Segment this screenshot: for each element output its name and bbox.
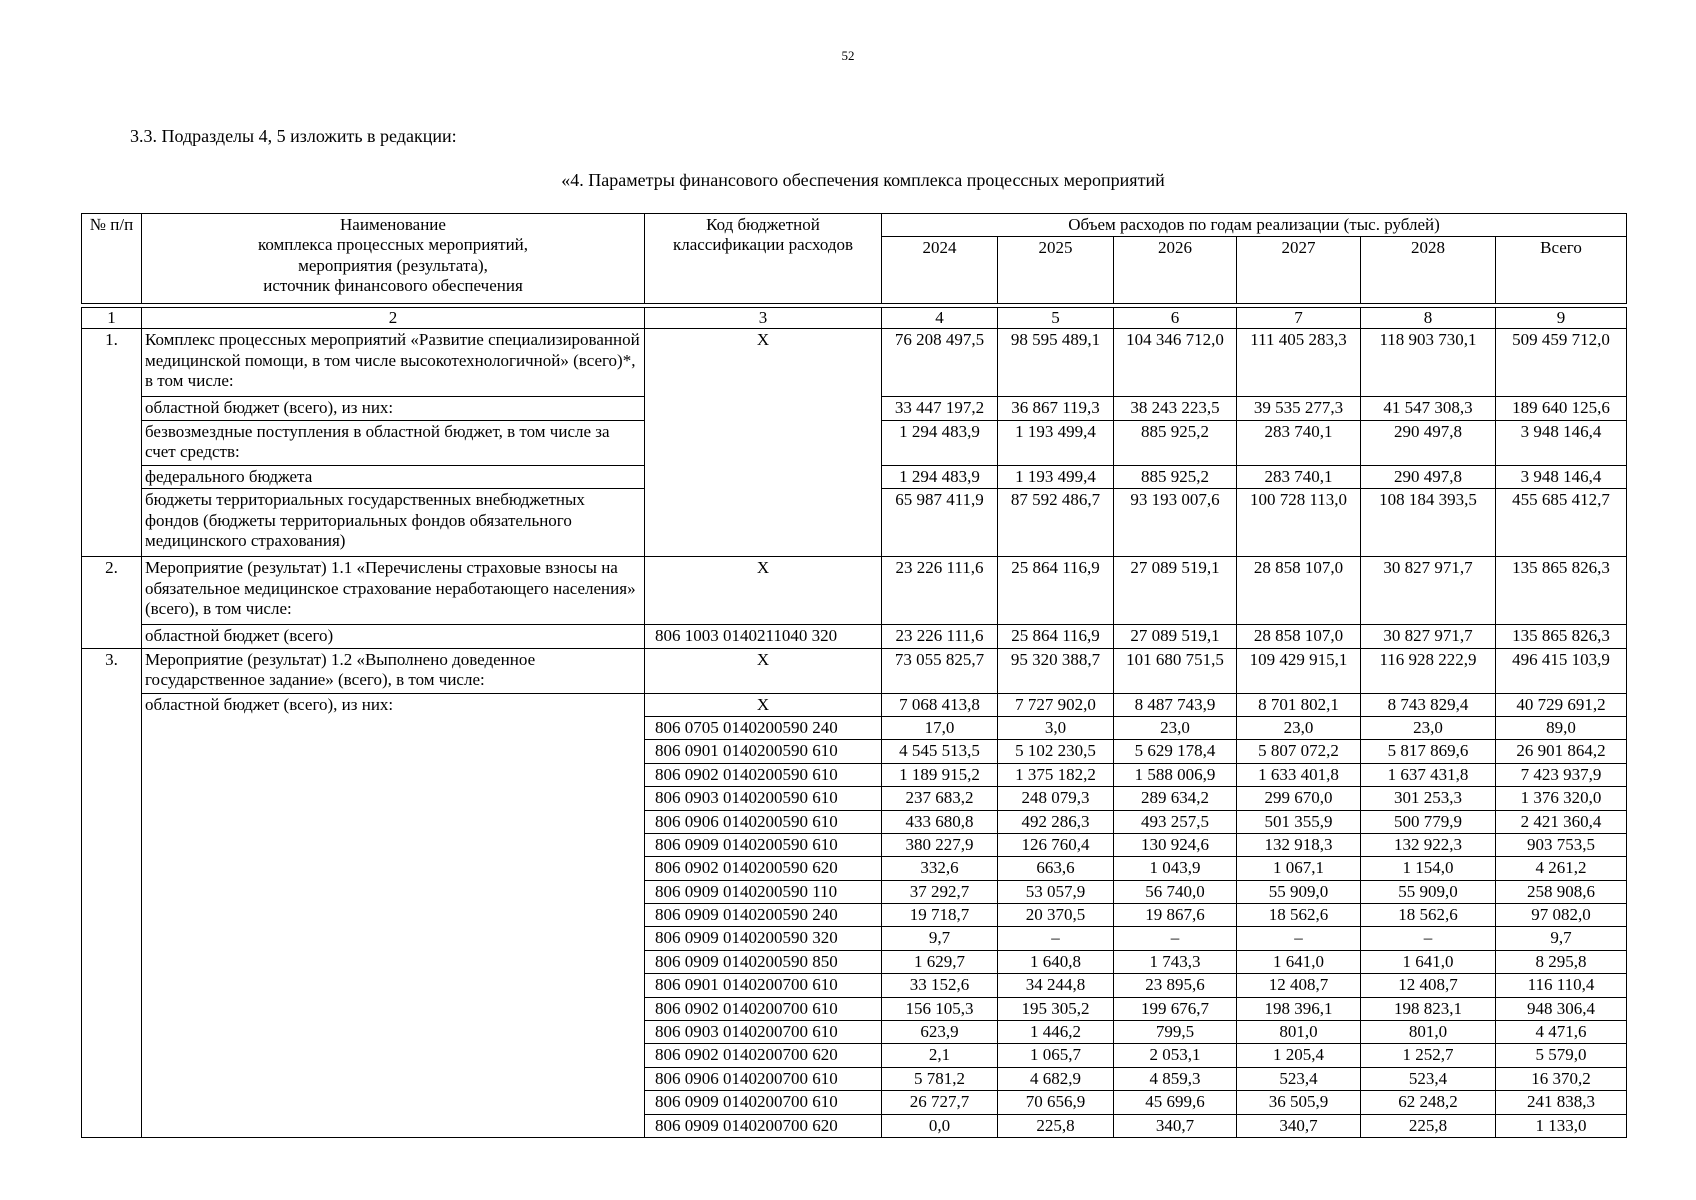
value-cell: 39 535 277,3 (1237, 397, 1361, 420)
value-cell: 4 682,9 (998, 1067, 1114, 1090)
value-cell: 7 423 937,9 (1496, 763, 1627, 786)
value-cell: 9,7 (882, 927, 998, 950)
row-code: 806 0902 0140200700 620 (645, 1044, 882, 1067)
value-cell: 18 562,6 (1237, 904, 1361, 927)
header-code-line: Код бюджетной (706, 215, 820, 234)
value-cell: 23,0 (1114, 716, 1237, 739)
value-cell: 33 152,6 (882, 974, 998, 997)
value-cell: 340,7 (1237, 1114, 1361, 1137)
value-cell: 73 055 825,7 (882, 648, 998, 693)
value-cell: 25 864 116,9 (998, 625, 1114, 648)
row-code: 806 0705 0140200590 240 (645, 716, 882, 739)
value-cell: 1 294 483,9 (882, 465, 998, 488)
value-cell: 3,0 (998, 716, 1114, 739)
value-cell: 1 067,1 (1237, 857, 1361, 880)
header-name (142, 214, 645, 304)
value-cell: 5 817 869,6 (1361, 740, 1496, 763)
value-cell: 1 193 499,4 (998, 465, 1114, 488)
value-cell: 89,0 (1496, 716, 1627, 739)
value-cell: 237 683,2 (882, 787, 998, 810)
row-code: 806 0909 0140200590 850 (645, 950, 882, 973)
value-cell: 225,8 (1361, 1114, 1496, 1137)
value-cell: 55 909,0 (1237, 880, 1361, 903)
row-name: Мероприятие (результат) 1.1 «Перечислены страховые взносы на обязательное медицинское страхование неработающего населения» (всего), в том числе: (142, 557, 645, 625)
value-cell: 1 189 915,2 (882, 763, 998, 786)
value-cell: 1 294 483,9 (882, 420, 998, 465)
value-cell: 258 908,6 (1496, 880, 1627, 903)
value-cell: 27 089 519,1 (1114, 625, 1237, 648)
value-cell: 95 320 388,7 (998, 648, 1114, 693)
value-cell: 948 306,4 (1496, 997, 1627, 1020)
row-name: Комплекс процессных мероприятий «Развитие специализированной медицинской помощи, в том числе высокотехнологичной» (всего)*, в том числе: (142, 329, 645, 397)
header-name-line: Наименование (340, 215, 446, 234)
value-cell: 1 193 499,4 (998, 420, 1114, 465)
row-code: 806 1003 0140211040 320 (645, 625, 882, 648)
value-cell: 37 292,7 (882, 880, 998, 903)
column-index: 7 (1237, 308, 1361, 329)
header-year: 2025 (998, 237, 1114, 304)
row-name: областной бюджет (всего) (142, 625, 645, 648)
value-cell: 38 243 223,5 (1114, 397, 1237, 420)
value-cell: 801,0 (1237, 1021, 1361, 1044)
value-cell: 5 579,0 (1496, 1044, 1627, 1067)
data-table (81, 307, 1627, 1138)
value-cell: 1 205,4 (1237, 1044, 1361, 1067)
value-cell: 799,5 (1114, 1021, 1237, 1044)
table-header-block (81, 213, 1627, 304)
value-cell: 492 286,3 (998, 810, 1114, 833)
value-cell: 100 728 113,0 (1237, 489, 1361, 557)
row-name: безвозмездные поступления в областной бюджет, в том числе за счет средств: (142, 420, 645, 465)
value-cell: 225,8 (998, 1114, 1114, 1137)
value-cell: 97 082,0 (1496, 904, 1627, 927)
value-cell: 118 903 730,1 (1361, 329, 1496, 397)
value-cell: 33 447 197,2 (882, 397, 998, 420)
value-cell: 26 901 864,2 (1496, 740, 1627, 763)
column-index: 6 (1114, 308, 1237, 329)
value-cell: 1 743,3 (1114, 950, 1237, 973)
value-cell: 241 838,3 (1496, 1091, 1627, 1114)
value-cell: 28 858 107,0 (1237, 557, 1361, 625)
value-cell: 36 505,9 (1237, 1091, 1361, 1114)
value-cell: – (1114, 927, 1237, 950)
column-index: 2 (142, 308, 645, 329)
intro-text: 3.3. Подразделы 4, 5 изложить в редакции: (130, 126, 457, 146)
value-cell: 126 760,4 (998, 833, 1114, 856)
value-cell: 28 858 107,0 (1237, 625, 1361, 648)
row-name: Мероприятие (результат) 1.2 «Выполнено доведенное государственное задание» (всего), в том числе: (142, 648, 645, 693)
header-num: № п/п (82, 214, 142, 304)
row-number: 1. (82, 329, 142, 557)
table-row (82, 625, 1627, 648)
value-cell: 455 685 412,7 (1496, 489, 1627, 557)
value-cell: 23 226 111,6 (882, 625, 998, 648)
value-cell: 283 740,1 (1237, 420, 1361, 465)
value-cell: 111 405 283,3 (1237, 329, 1361, 397)
row-code: 806 0909 0140200590 610 (645, 833, 882, 856)
value-cell: – (998, 927, 1114, 950)
value-cell: 493 257,5 (1114, 810, 1237, 833)
column-index: 5 (998, 308, 1114, 329)
value-cell: 23 226 111,6 (882, 557, 998, 625)
header-table (81, 213, 1627, 304)
column-index: 4 (882, 308, 998, 329)
value-cell: 501 355,9 (1237, 810, 1361, 833)
value-cell: 496 415 103,9 (1496, 648, 1627, 693)
value-cell: 299 670,0 (1237, 787, 1361, 810)
value-cell: 523,4 (1237, 1067, 1361, 1090)
value-cell: 1 133,0 (1496, 1114, 1627, 1137)
table-row (82, 329, 1627, 397)
header-name-line: комплекса процессных мероприятий, (257, 235, 529, 255)
column-index-row (82, 308, 1627, 329)
value-cell: 509 459 712,0 (1496, 329, 1627, 397)
value-cell: 156 105,3 (882, 997, 998, 1020)
table-row (82, 693, 1627, 716)
value-cell: 109 429 915,1 (1237, 648, 1361, 693)
row-code: 806 0901 0140200590 610 (645, 740, 882, 763)
header-year: 2028 (1361, 237, 1496, 304)
value-cell: 5 781,2 (882, 1067, 998, 1090)
value-cell: 663,6 (998, 857, 1114, 880)
value-cell: 433 680,8 (882, 810, 998, 833)
value-cell: 34 244,8 (998, 974, 1114, 997)
row-code: 806 0902 0140200590 620 (645, 857, 882, 880)
value-cell: 135 865 826,3 (1496, 557, 1627, 625)
value-cell: 8 295,8 (1496, 950, 1627, 973)
value-cell: 380 227,9 (882, 833, 998, 856)
value-cell: 40 729 691,2 (1496, 693, 1627, 716)
value-cell: 65 987 411,9 (882, 489, 998, 557)
value-cell: 0,0 (882, 1114, 998, 1137)
value-cell: 132 918,3 (1237, 833, 1361, 856)
value-cell: 36 867 119,3 (998, 397, 1114, 420)
value-cell: 12 408,7 (1237, 974, 1361, 997)
row-name: федерального бюджета (142, 465, 645, 488)
value-cell: 9,7 (1496, 927, 1627, 950)
value-cell: 189 640 125,6 (1496, 397, 1627, 420)
value-cell: 290 497,8 (1361, 420, 1496, 465)
value-cell: 1 446,2 (998, 1021, 1114, 1044)
value-cell: 93 193 007,6 (1114, 489, 1237, 557)
value-cell: 4 859,3 (1114, 1067, 1237, 1090)
value-cell: 87 592 486,7 (998, 489, 1114, 557)
header-year: 2024 (882, 237, 998, 304)
value-cell: 1 252,7 (1361, 1044, 1496, 1067)
value-cell: 1 588 006,9 (1114, 763, 1237, 786)
row-code: 806 0903 0140200590 610 (645, 787, 882, 810)
value-cell: 198 823,1 (1361, 997, 1496, 1020)
column-index: 8 (1361, 308, 1496, 329)
value-cell: 53 057,9 (998, 880, 1114, 903)
header-year: 2026 (1114, 237, 1237, 304)
header-name-line: мероприятия (результата), (298, 255, 488, 275)
value-cell: 56 740,0 (1114, 880, 1237, 903)
value-cell: 903 753,5 (1496, 833, 1627, 856)
row-code: 806 0903 0140200700 610 (645, 1021, 882, 1044)
row-name: областной бюджет (всего), из них: (142, 397, 645, 420)
row-name: бюджеты территориальных государственных внебюджетных фондов (бюджеты территориальных фондов обязательного медицинского страхования) (142, 489, 645, 557)
value-cell: 23,0 (1361, 716, 1496, 739)
value-cell: 801,0 (1361, 1021, 1496, 1044)
value-cell: 5 102 230,5 (998, 740, 1114, 763)
value-cell: 116 928 222,9 (1361, 648, 1496, 693)
value-cell: 26 727,7 (882, 1091, 998, 1114)
row-code: 806 0906 0140200590 610 (645, 810, 882, 833)
value-cell: 1 633 401,8 (1237, 763, 1361, 786)
row-code: X (645, 648, 882, 693)
value-cell: 523,4 (1361, 1067, 1496, 1090)
value-cell: 1 629,7 (882, 950, 998, 973)
row-code: 806 0909 0140200590 110 (645, 880, 882, 903)
value-cell: 5 629 178,4 (1114, 740, 1237, 763)
value-cell: 20 370,5 (998, 904, 1114, 927)
value-cell: 1 375 182,2 (998, 763, 1114, 786)
value-cell: 104 346 712,0 (1114, 329, 1237, 397)
value-cell: 2 053,1 (1114, 1044, 1237, 1067)
value-cell: 98 595 489,1 (998, 329, 1114, 397)
value-cell: 885 925,2 (1114, 465, 1237, 488)
value-cell: 885 925,2 (1114, 420, 1237, 465)
value-cell: 1 043,9 (1114, 857, 1237, 880)
row-number: 2. (82, 557, 142, 648)
row-code: 806 0909 0140200590 240 (645, 904, 882, 927)
value-cell: 8 743 829,4 (1361, 693, 1496, 716)
value-cell: 1 641,0 (1361, 950, 1496, 973)
value-cell: 283 740,1 (1237, 465, 1361, 488)
row-code: 806 0909 0140200700 620 (645, 1114, 882, 1137)
value-cell: 108 184 393,5 (1361, 489, 1496, 557)
value-cell: 70 656,9 (998, 1091, 1114, 1114)
value-cell: 76 208 497,5 (882, 329, 998, 397)
header-year: 2027 (1237, 237, 1361, 304)
value-cell: 130 924,6 (1114, 833, 1237, 856)
value-cell: – (1361, 927, 1496, 950)
value-cell: 1 641,0 (1237, 950, 1361, 973)
value-cell: 248 079,3 (998, 787, 1114, 810)
row-code: 806 0901 0140200700 610 (645, 974, 882, 997)
value-cell: 5 807 072,2 (1237, 740, 1361, 763)
row-code: X (645, 329, 882, 557)
value-cell: 135 865 826,3 (1496, 625, 1627, 648)
table-body-block (81, 307, 1627, 1138)
value-cell: 2,1 (882, 1044, 998, 1067)
value-cell: 4 471,6 (1496, 1021, 1627, 1044)
table-row (82, 648, 1627, 693)
value-cell: 27 089 519,1 (1114, 557, 1237, 625)
value-cell: 41 547 308,3 (1361, 397, 1496, 420)
value-cell: 2 421 360,4 (1496, 810, 1627, 833)
value-cell: 23 895,6 (1114, 974, 1237, 997)
value-cell: 30 827 971,7 (1361, 557, 1496, 625)
value-cell: 199 676,7 (1114, 997, 1237, 1020)
row-code: 806 0902 0140200700 610 (645, 997, 882, 1020)
value-cell: 19 867,6 (1114, 904, 1237, 927)
table-title: «4. Параметры финансового обеспечения комплекса процессных мероприятий (561, 170, 1165, 190)
value-cell: 45 699,6 (1114, 1091, 1237, 1114)
row-code: X (645, 557, 882, 625)
value-cell: 101 680 751,5 (1114, 648, 1237, 693)
value-cell: 7 068 413,8 (882, 693, 998, 716)
value-cell: 7 727 902,0 (998, 693, 1114, 716)
value-cell: 623,9 (882, 1021, 998, 1044)
value-cell: 18 562,6 (1361, 904, 1496, 927)
row-name: областной бюджет (всего), из них: (142, 693, 645, 1137)
value-cell: 1 376 320,0 (1496, 787, 1627, 810)
value-cell: 332,6 (882, 857, 998, 880)
header-code-line: классификации расходов (672, 235, 854, 255)
value-cell: 16 370,2 (1496, 1067, 1627, 1090)
page-number: 52 (841, 48, 855, 63)
value-cell: 1 640,8 (998, 950, 1114, 973)
value-cell: 19 718,7 (882, 904, 998, 927)
column-index: 9 (1496, 308, 1627, 329)
row-code: 806 0909 0140200590 320 (645, 927, 882, 950)
value-cell: 3 948 146,4 (1496, 420, 1627, 465)
value-cell: 25 864 116,9 (998, 557, 1114, 625)
value-cell: 116 110,4 (1496, 974, 1627, 997)
column-index: 1 (82, 308, 142, 329)
value-cell: 290 497,8 (1361, 465, 1496, 488)
value-cell: 4 545 513,5 (882, 740, 998, 763)
value-cell: 198 396,1 (1237, 997, 1361, 1020)
row-code: 806 0906 0140200700 610 (645, 1067, 882, 1090)
value-cell: 340,7 (1114, 1114, 1237, 1137)
value-cell: 23,0 (1237, 716, 1361, 739)
header-total: Всего (1496, 237, 1627, 304)
table-row (82, 557, 1627, 625)
value-cell: 500 779,9 (1361, 810, 1496, 833)
header-volume: Объем расходов по годам реализации (тыс. рублей) (882, 214, 1627, 237)
value-cell: 8 701 802,1 (1237, 693, 1361, 716)
value-cell: 1 154,0 (1361, 857, 1496, 880)
header-name-line: источник финансового обеспечения (263, 276, 523, 296)
row-code: X (645, 693, 882, 716)
row-code: 806 0909 0140200700 610 (645, 1091, 882, 1114)
value-cell: 132 922,3 (1361, 833, 1496, 856)
value-cell: 17,0 (882, 716, 998, 739)
row-code: 806 0902 0140200590 610 (645, 763, 882, 786)
value-cell: 3 948 146,4 (1496, 465, 1627, 488)
value-cell: 301 253,3 (1361, 787, 1496, 810)
value-cell: 55 909,0 (1361, 880, 1496, 903)
value-cell: 1 065,7 (998, 1044, 1114, 1067)
value-cell: 289 634,2 (1114, 787, 1237, 810)
value-cell: 8 487 743,9 (1114, 693, 1237, 716)
value-cell: 62 248,2 (1361, 1091, 1496, 1114)
value-cell: 4 261,2 (1496, 857, 1627, 880)
value-cell: – (1237, 927, 1361, 950)
header-code (645, 214, 882, 304)
row-number: 3. (82, 648, 142, 1137)
value-cell: 195 305,2 (998, 997, 1114, 1020)
column-index: 3 (645, 308, 882, 329)
value-cell: 12 408,7 (1361, 974, 1496, 997)
value-cell: 30 827 971,7 (1361, 625, 1496, 648)
value-cell: 1 637 431,8 (1361, 763, 1496, 786)
